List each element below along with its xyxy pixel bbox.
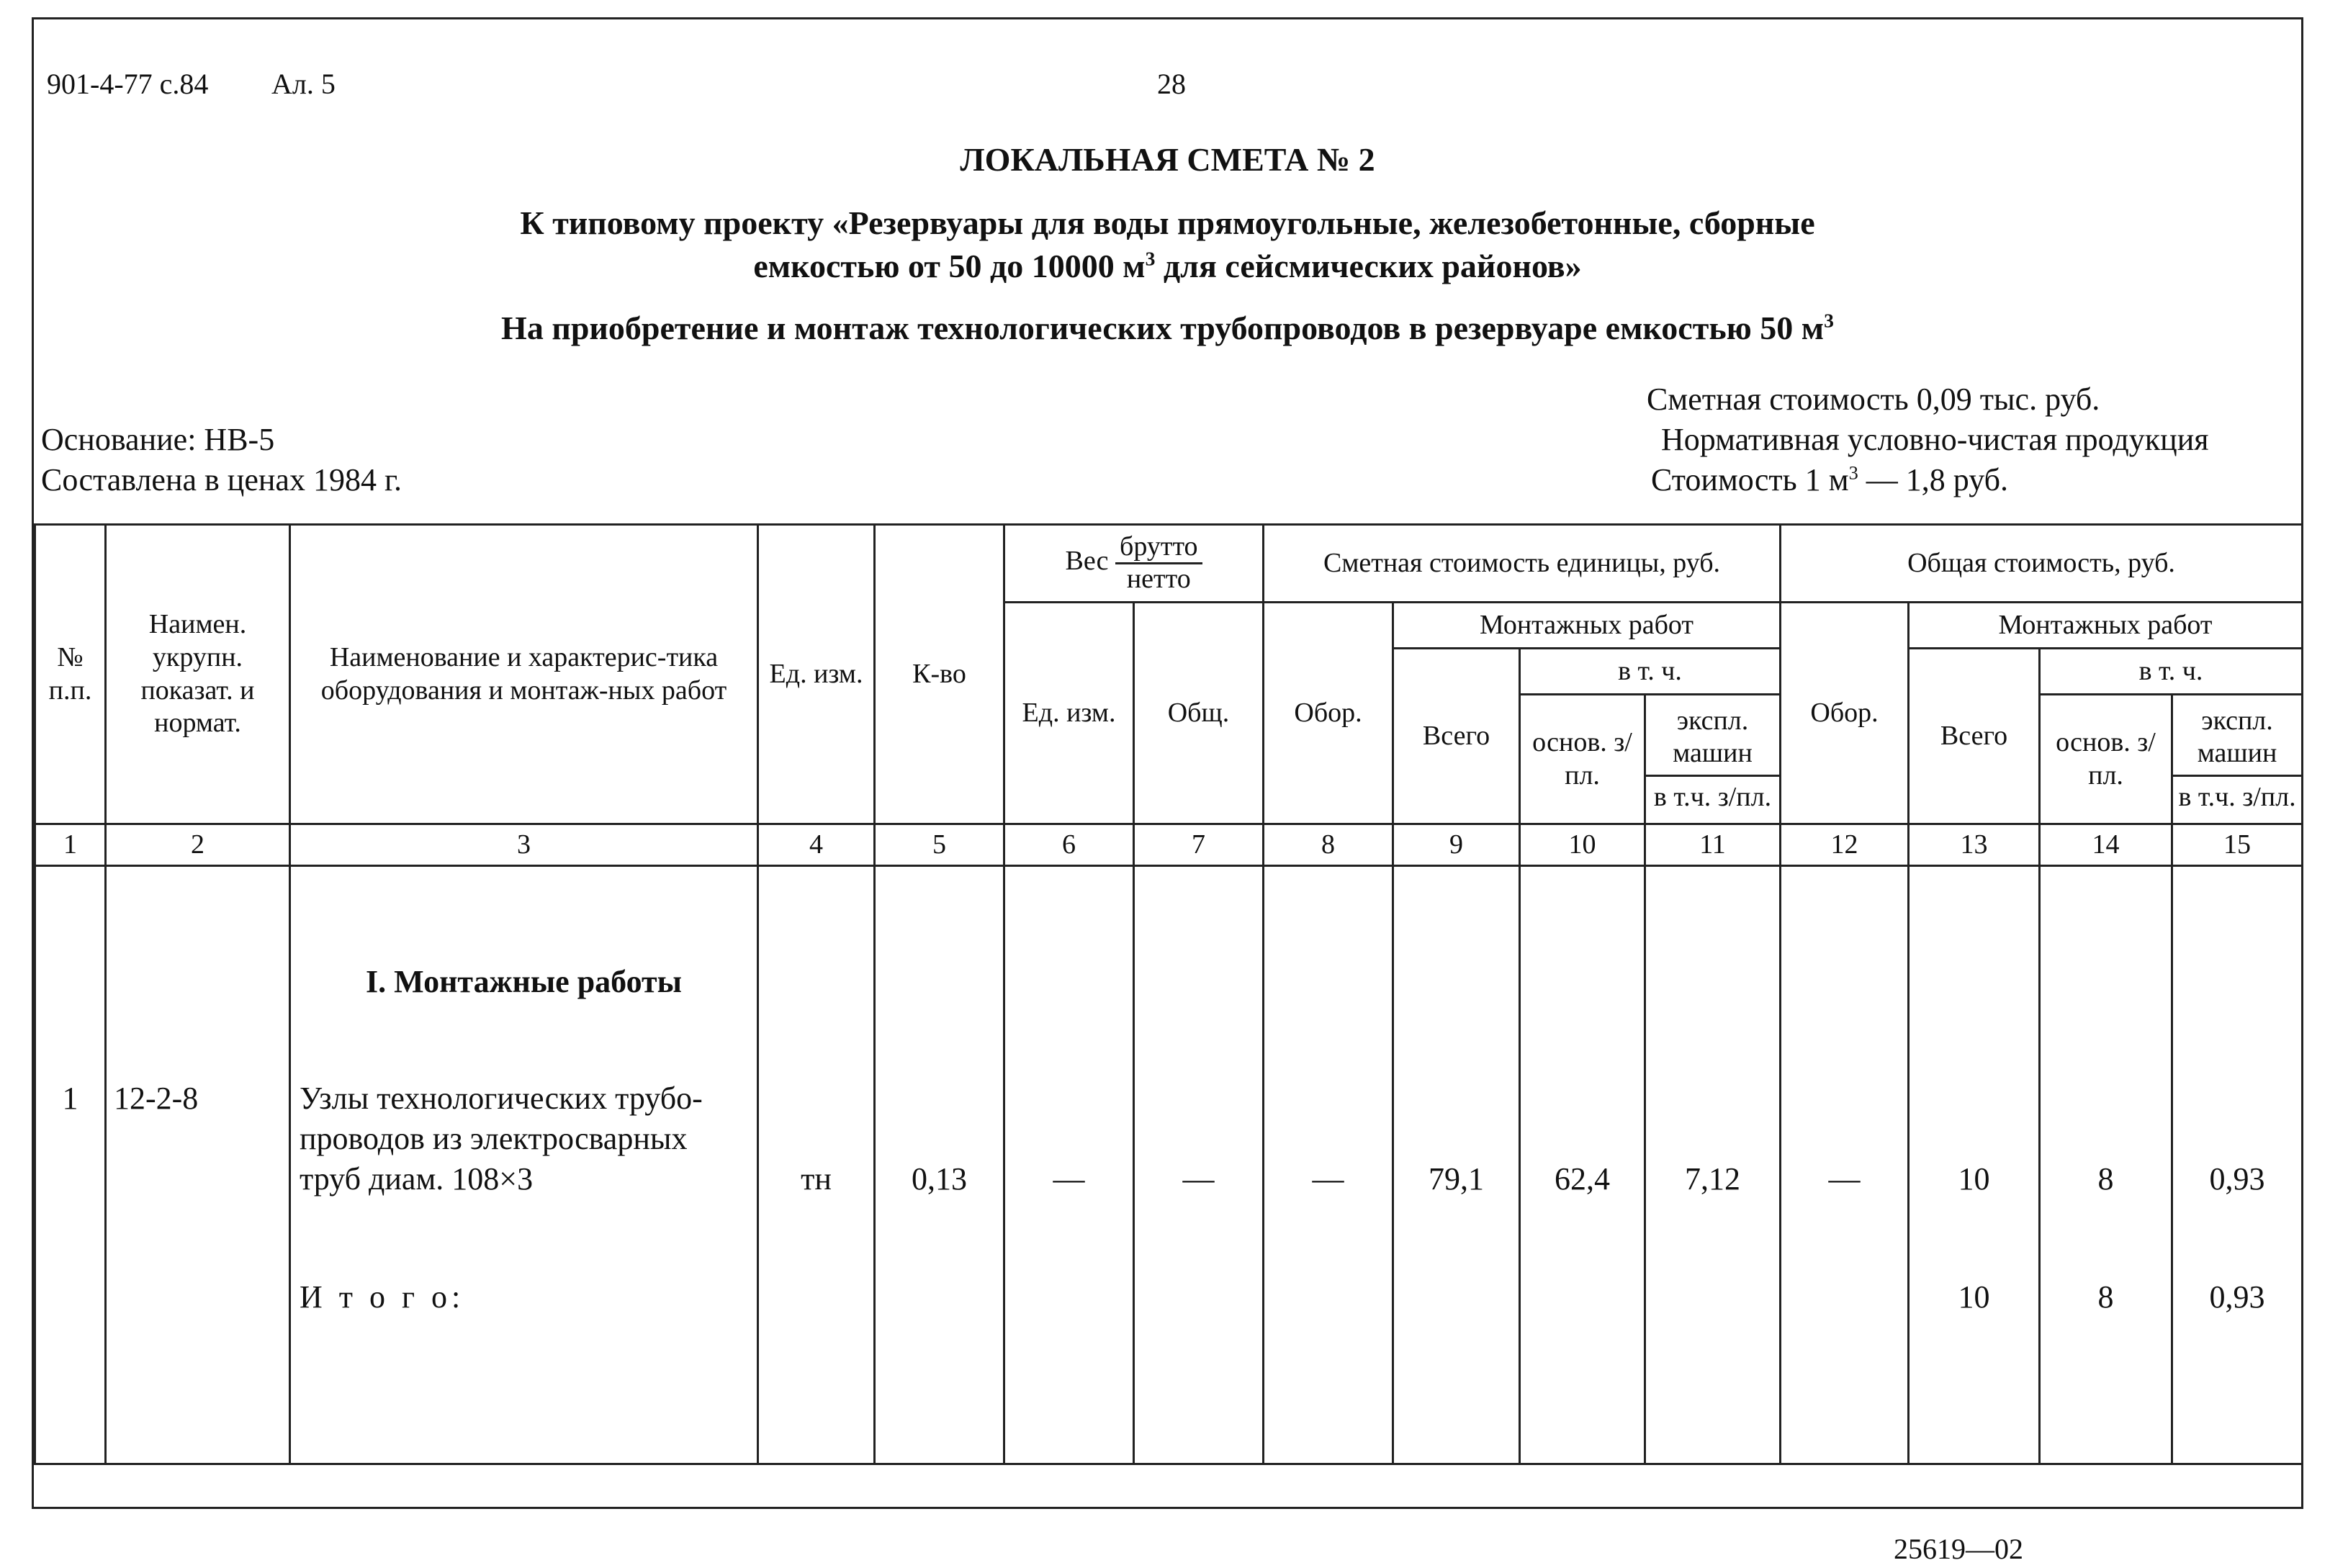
footer-code: 25619—02 [1894, 1533, 2023, 1565]
header-total-all: Всего [1909, 649, 2040, 824]
column-number: 7 [1134, 824, 1264, 866]
totals-machines: 0,93 [2209, 1279, 2265, 1315]
totals-base-wage: 8 [2097, 1279, 2114, 1315]
estimated-cost: Сметная стоимость 0,09 тыс. руб. [1647, 382, 2100, 417]
column-number: 12 [1781, 824, 1909, 866]
album-label: Ал. 5 [271, 68, 336, 100]
header-total-cost: Общая стоимость, руб. [1781, 525, 2303, 603]
header-including: в т. ч. [1520, 649, 1781, 695]
cell-total-equipment: — [1781, 866, 1909, 1464]
column-number: 2 [106, 824, 290, 866]
column-number: 13 [1909, 824, 2040, 866]
cell-total-base-wage: 8 8 [2040, 866, 2172, 1464]
header-total-installation: Монтажных работ [1909, 603, 2303, 649]
header-base-wage: основ. з/пл. [1520, 695, 1645, 824]
header-total-base-wage: основ. з/пл. [2040, 695, 2172, 824]
page-number: 28 [1157, 68, 1186, 100]
subject-title: На приобретение и монтаж технологических трубопроводов в резервуаре емкостью 50 $м^3$ [501, 309, 1834, 346]
column-number: 11 [1645, 824, 1781, 866]
estimate-title: ЛОКАЛЬНАЯ СМЕТА № 2 [960, 141, 1375, 178]
totals-label: И т о г о: [300, 1279, 465, 1315]
column-number: 1 [35, 824, 106, 866]
document-sheet [32, 17, 2303, 1509]
cell-unit: тн [758, 866, 875, 1464]
normative-production: Нормативная условно-чистая продукция [1661, 422, 2209, 457]
header-weight-total: Общ. [1134, 603, 1264, 824]
basis: Основание: НВ-5 [41, 422, 275, 457]
totals-inst-total: 10 [1958, 1279, 1990, 1315]
column-number: 8 [1264, 824, 1393, 866]
header-weight-unit: Ед. изм. [1004, 603, 1134, 824]
price-level: Составлена в ценах 1984 г. [41, 462, 402, 497]
column-number: 9 [1393, 824, 1520, 866]
cell-equipment: — [1264, 866, 1393, 1464]
cell-num: 1 [35, 866, 106, 1464]
project-title-line2: емкостью от 50 до 10000 $м^3$ для сейсмических районов» [753, 247, 1582, 284]
header-total-machines: экспл. машин в т.ч. з/пл. [2172, 695, 2303, 824]
header-unit: Ед. изм. [758, 525, 875, 824]
header-all: Всего [1393, 649, 1520, 824]
column-number-row [35, 824, 2303, 866]
column-number: 14 [2040, 824, 2172, 866]
column-number: 4 [758, 824, 875, 866]
header-quantity: К-во [875, 525, 1004, 824]
header-unit-cost: Сметная стоимость единицы, руб. [1264, 525, 1781, 603]
cell-qty: 0,13 [875, 866, 1004, 1464]
column-number: 15 [2172, 824, 2303, 866]
header-row-number: № п.п. [35, 525, 106, 824]
header-norm: Наимен. укрупн. показат. и нормат. [106, 525, 290, 824]
header-installation: Монтажных работ [1393, 603, 1781, 649]
cell-norm: 12-2-8 [106, 866, 290, 1464]
column-number: 6 [1004, 824, 1134, 866]
cell-base-wage: 62,4 [1520, 866, 1645, 1464]
column-number: 10 [1520, 824, 1645, 866]
table-row [35, 866, 2303, 1464]
header-weight: Вес $\frac{\text{брутто}}{\text{нетто}}$ [1004, 525, 1264, 603]
unit-cost: Стоимость 1 $м^3$ — 1,8 руб. [1651, 461, 2009, 497]
cell-weight-unit: — [1004, 866, 1134, 1464]
header-description: Наименование и характерис-тика оборудования и монтаж-ных работ [290, 525, 758, 824]
column-number: 5 [875, 824, 1004, 866]
header-equipment: Обор. [1264, 603, 1393, 824]
cell-inst-total: 79,1 [1393, 866, 1520, 1464]
cell-total-machines: 0,93 0,93 [2172, 866, 2303, 1464]
cell-total-inst: 10 10 [1909, 866, 2040, 1464]
document-code: 901-4-77 с.84 [47, 68, 209, 100]
cell-weight-total: — [1134, 866, 1264, 1464]
header-total-including: в т. ч. [2040, 649, 2303, 695]
column-number: 3 [290, 824, 758, 866]
estimate-table [34, 523, 2303, 1465]
cell-machines: 7,12 [1645, 866, 1781, 1464]
header-machines: экспл. машин в т.ч. з/пл. [1645, 695, 1781, 824]
header-total-equipment: Обор. [1781, 603, 1909, 824]
section-title: I. Монтажные работы [366, 964, 682, 999]
project-title-line1: К типовому проекту «Резервуары для воды прямоугольные, железобетонные, сборные [520, 204, 1815, 241]
cell-description: I. Монтажные работы Узлы технологических трубо- проводов из электросварных труб диам. 108×3 И т о г о: [290, 866, 758, 1464]
